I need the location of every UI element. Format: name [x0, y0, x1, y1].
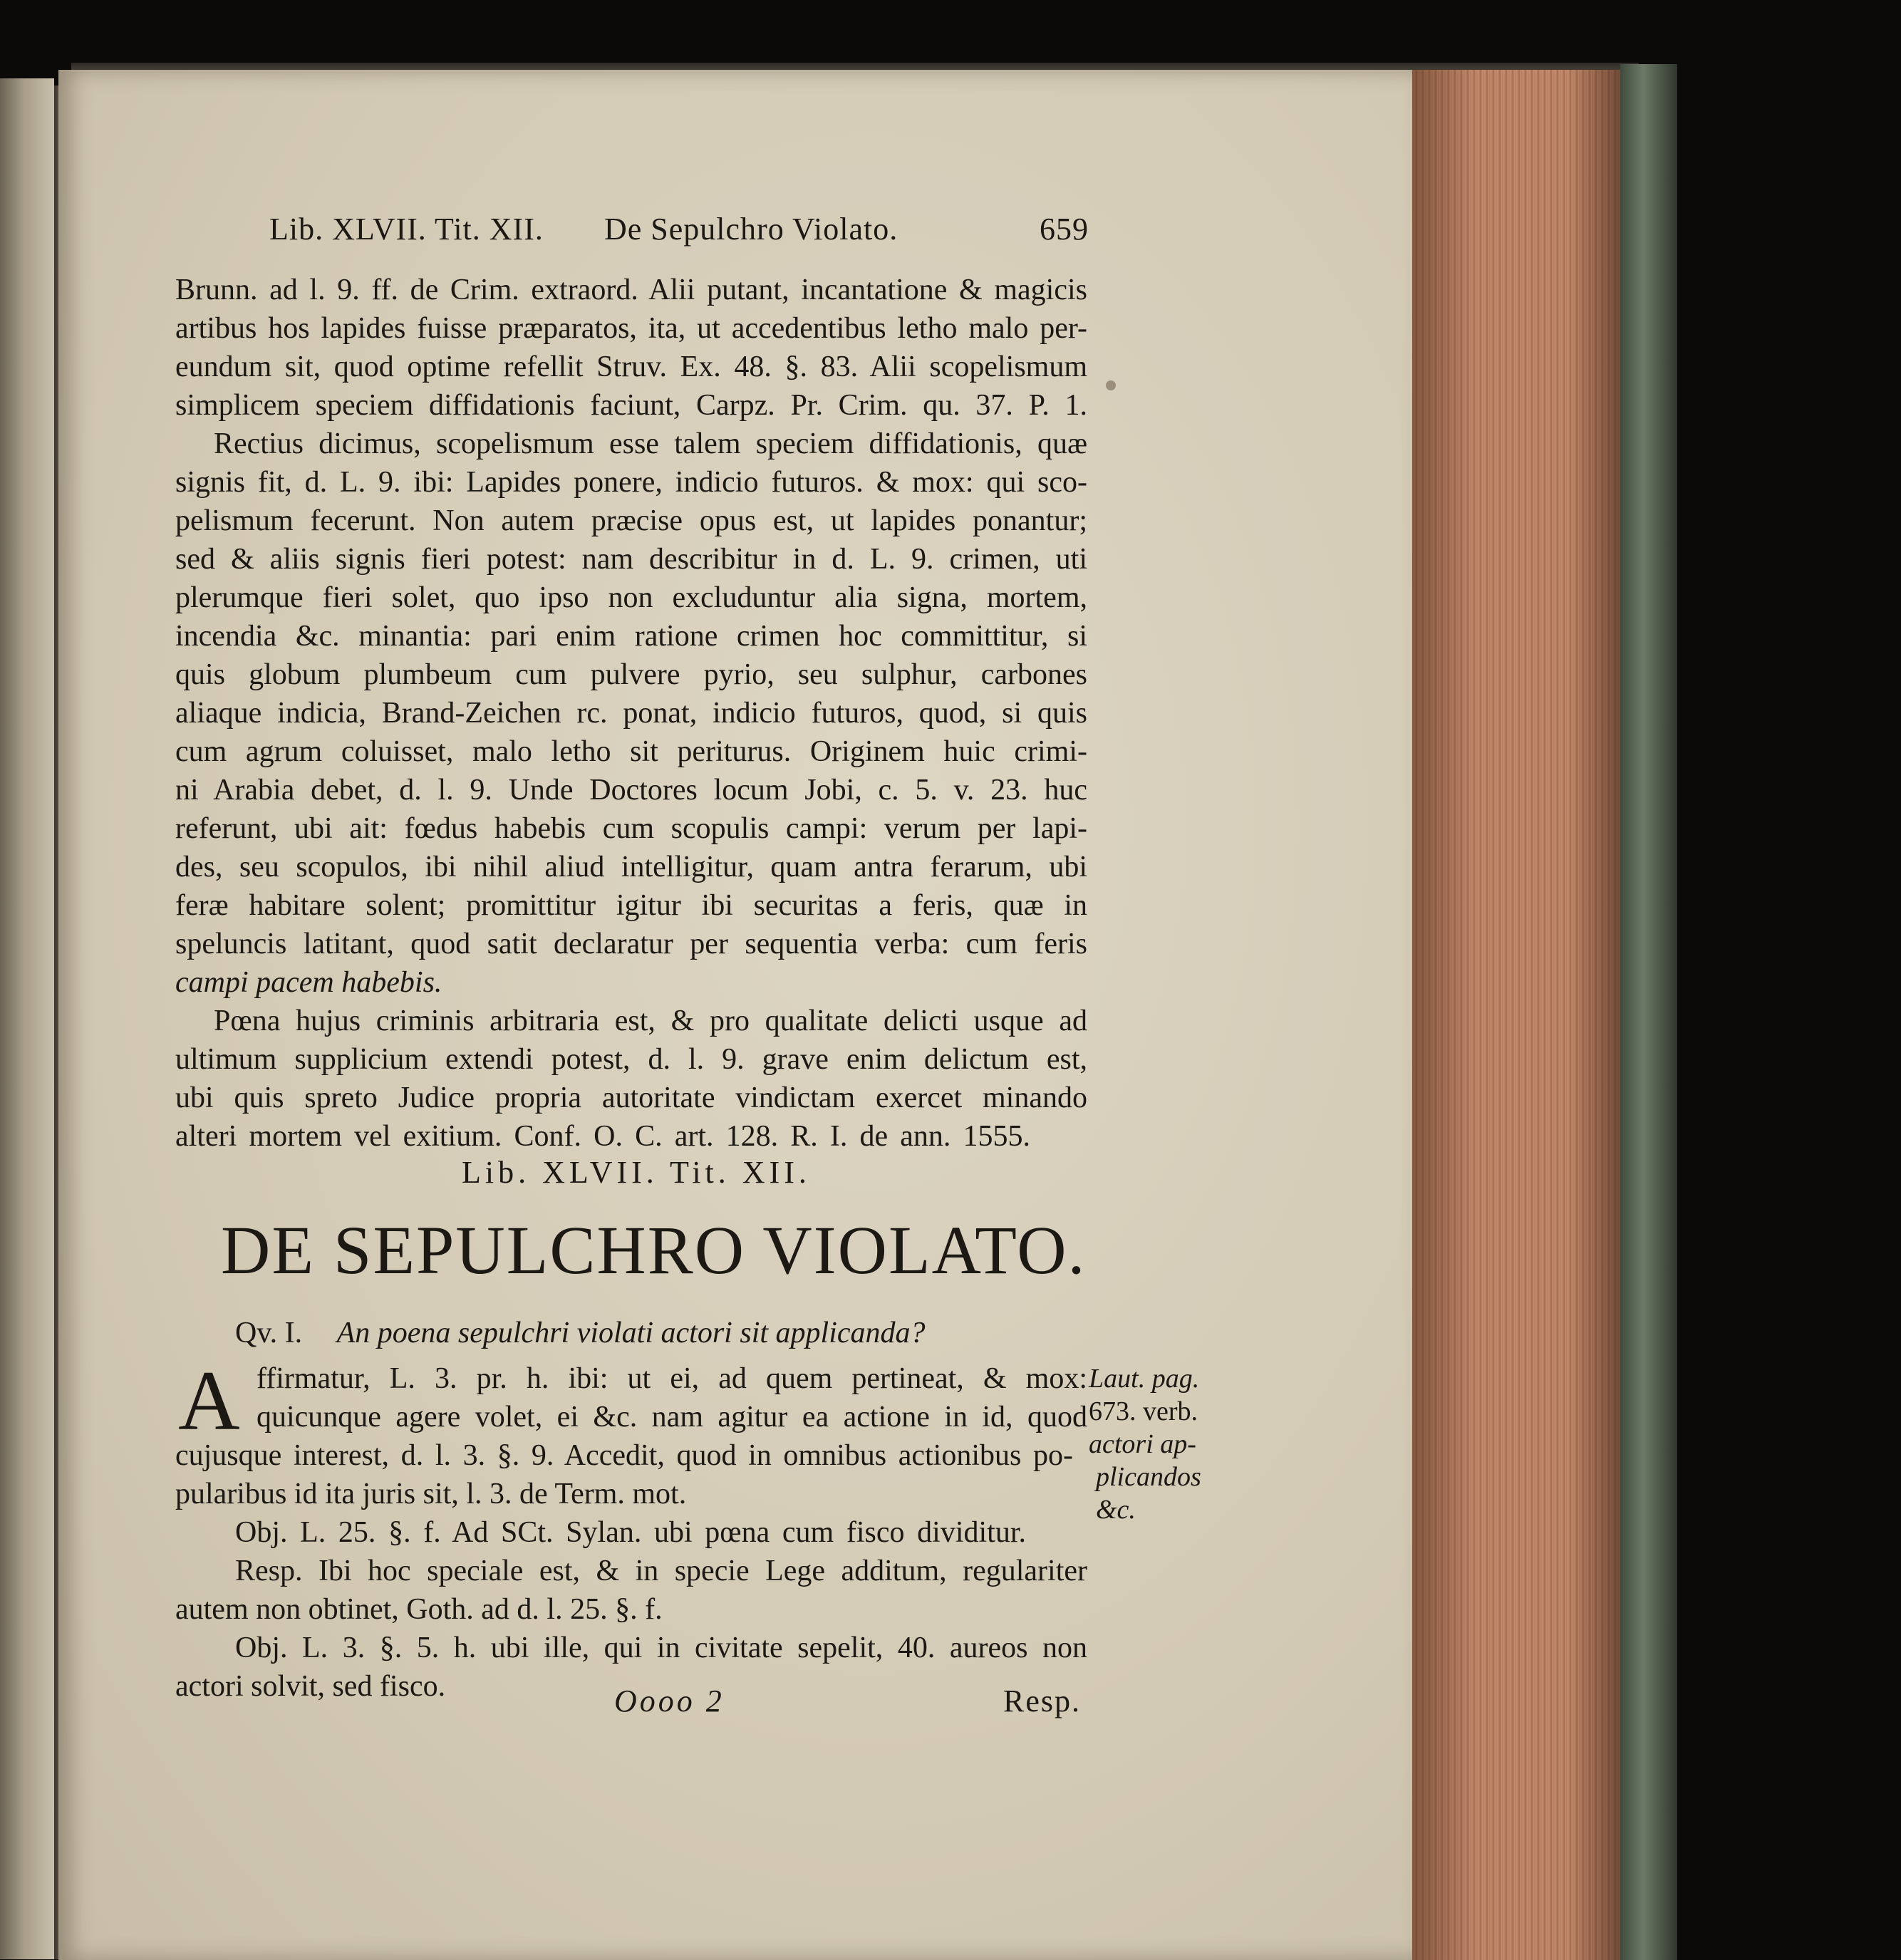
- text-line: campi pacem habebis.: [175, 966, 442, 999]
- text-line: quis globum plumbeum cum pulvere pyrio, seu sulphur, carbones: [175, 658, 1087, 691]
- margin-note-line: &c.: [1096, 1495, 1136, 1525]
- margin-note-line: Laut. pag.: [1089, 1364, 1200, 1394]
- book-cover-right: [1620, 64, 1677, 1960]
- text-line: Rectius dicimus, scopelismum esse talem speciem diffidationis, quæ: [214, 427, 1087, 460]
- text-line: ni Arabia debet, d. l. 9. Unde Doctores locum Jobi, c. 5. v. 23. huc: [175, 774, 1087, 807]
- signature-mark: Oooo 2: [614, 1684, 725, 1718]
- question-heading: [235, 1314, 1019, 1352]
- section-subtitle: Lib. XLVII. Tit. XII.: [462, 1155, 811, 1190]
- text-line: speluncis latitant, quod satit declaratur per sequentia verba: cum feris: [175, 928, 1087, 960]
- text-line: cum agrum coluisset, malo letho sit periturus. Originem huic crimi-: [175, 735, 1087, 768]
- text-line: quicunque agere volet, ei &c. nam agitur ea actione in id, quod: [257, 1401, 1087, 1433]
- page-edges-shade: [1412, 70, 1620, 1960]
- text-line: Pœna hujus criminis arbitraria est, & pro qualitate delicti usque ad: [214, 1005, 1087, 1037]
- text-line: simplicem speciem diffidationis faciunt, Carpz. Pr. Crim. qu. 37. P. 1.: [175, 389, 1087, 422]
- text-line: actori solvit, sed fisco.: [175, 1670, 446, 1703]
- text-line: Resp. Ibi hoc speciale est, & in specie Lege additum, regulariter: [235, 1555, 1087, 1587]
- running-header: [269, 211, 1089, 251]
- text-line: referunt, ubi ait: fœdus habebis cum scopulis campi: verum per lapi-: [175, 812, 1087, 845]
- text-line: artibus hos lapides fuisse præparatos, ita, ut accedentibus letho malo per-: [175, 312, 1087, 345]
- text-line: pelismum fecerunt. Non autem præcise opus est, ut lapides ponantur;: [175, 504, 1087, 537]
- text-line: Obj. L. 25. §. f. Ad SCt. Sylan. ubi pœna cum fisco dividitur.: [235, 1516, 1026, 1549]
- header-section-title: De Sepulchro Violato.: [604, 212, 898, 247]
- text-line: incendia &c. minantia: pari enim ratione crimen hoc committitur, si: [175, 620, 1087, 653]
- text-line: ffirmatur, L. 3. pr. h. ibi: ut ei, ad quem pertineat, & mox:: [257, 1362, 1087, 1395]
- margin-note-line: actori ap-: [1089, 1429, 1196, 1459]
- text-line: aliaque indicia, Brand-Zeichen rc. ponat, indicio futuros, quod, si quis: [175, 697, 1087, 730]
- text-line: eundum sit, quod optime refellit Struv. Ex. 48. §. 83. Alii scopelismum: [175, 351, 1087, 383]
- text-line: cujusque interest, d. l. 3. §. 9. Accedit, quod in omnibus actionibus po-: [175, 1439, 1073, 1472]
- text-line: pularibus id ita juris sit, l. 3. de Term. mot.: [175, 1478, 687, 1510]
- text-line: plerumque fieri solet, quo ipso non excluduntur alia signa, mortem,: [175, 581, 1087, 614]
- section-title: DE SEPULCHRO VIOLATO.: [221, 1212, 1087, 1288]
- margin-note-line: 673. verb.: [1089, 1396, 1198, 1426]
- question-label: Qv. I.: [235, 1317, 303, 1349]
- text-line: signis fit, d. L. 9. ibi: Lapides ponere, indicio futuros. & mox: qui sco-: [175, 466, 1087, 499]
- left-page-edge: [0, 78, 54, 1959]
- text-line: sed & aliis signis fieri potest: nam describitur in d. L. 9. crimen, uti: [175, 543, 1087, 576]
- text-line: des, seu scopulos, ibi nihil aliud intelligitur, quam antra ferarum, ubi: [175, 851, 1087, 883]
- question-text: An poena sepulchri violati actori sit applicanda?: [336, 1317, 926, 1349]
- text-line: Obj. L. 3. §. 5. h. ubi ille, qui in civitate sepelit, 40. aureos non: [235, 1632, 1087, 1664]
- page-number: 659: [1040, 212, 1089, 247]
- text-line: ubi quis spreto Judice propria autoritate vindictam exercet minando: [175, 1082, 1087, 1114]
- margin-note-line: plicandos: [1096, 1462, 1201, 1492]
- text-line: autem non obtinet, Goth. ad d. l. 25. §. f.: [175, 1593, 663, 1626]
- ink-spot: [1106, 380, 1116, 390]
- text-line: alteri mortem vel exitium. Conf. O. C. art. 128. R. I. de ann. 1555.: [175, 1120, 1030, 1153]
- drop-cap: A: [178, 1353, 240, 1448]
- header-book-title: Lib. XLVII. Tit. XII.: [269, 212, 544, 247]
- text-line: feræ habitare solent; promittitur igitur ibi securitas a feris, quæ in: [175, 889, 1087, 922]
- text-line: ultimum supplicium extendi potest, d. l. 9. grave enim delictum est,: [175, 1043, 1087, 1076]
- text-line: Brunn. ad l. 9. ff. de Crim. extraord. Alii putant, incantatione & magicis: [175, 274, 1087, 306]
- catchword: Resp.: [1003, 1684, 1081, 1718]
